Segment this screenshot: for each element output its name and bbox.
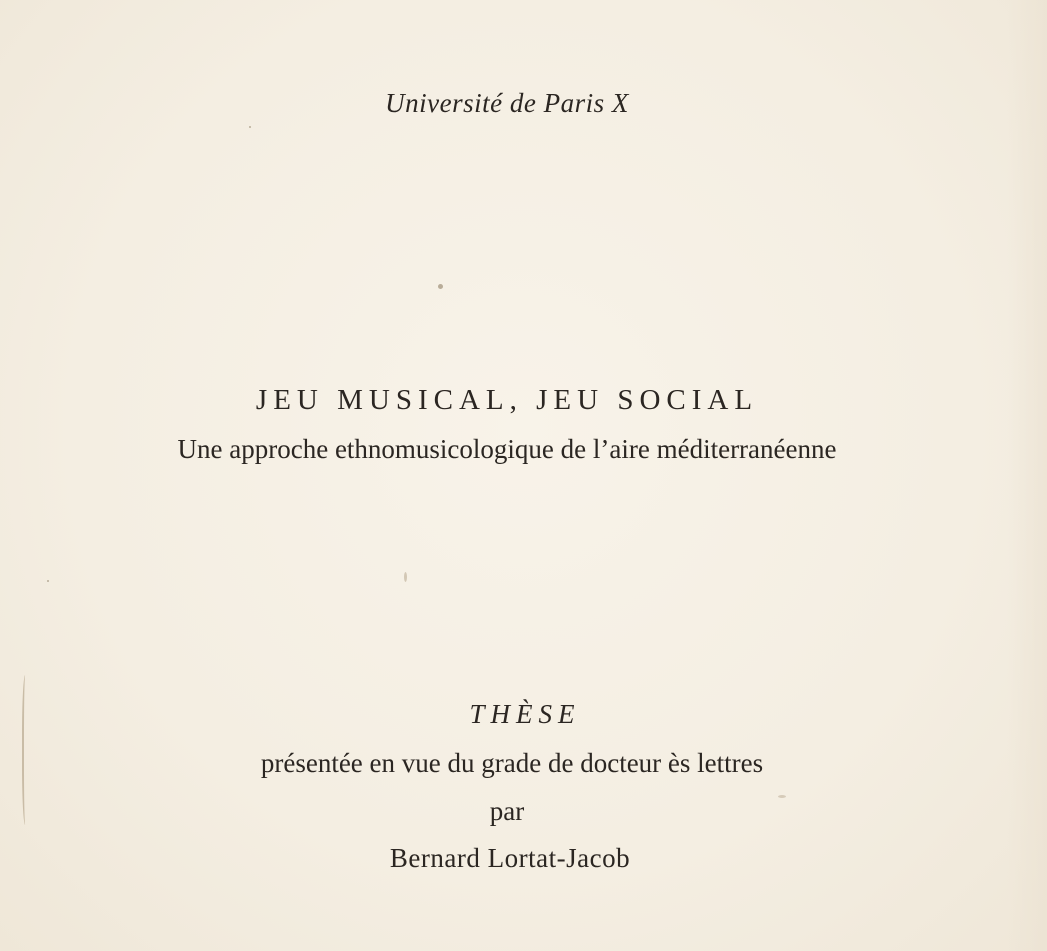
paper-speck: [404, 572, 407, 582]
thesis-title: JEU MUSICAL, JEU SOCIAL: [255, 384, 759, 416]
university-name: Université de Paris X: [385, 88, 629, 118]
by-label: par: [489, 796, 525, 826]
paper-speck: [438, 284, 443, 289]
author-name: Bernard Lortat-Jacob: [389, 843, 631, 873]
paper-speck: [47, 580, 49, 582]
paper-speck: [249, 126, 251, 128]
thesis-label: THÈSE: [469, 699, 581, 729]
degree-statement: présentée en vue du grade de docteur ès lettres: [260, 748, 764, 778]
thesis-subtitle: Une approche ethnomusicologique de l’aire méditerranéenne: [177, 434, 837, 464]
